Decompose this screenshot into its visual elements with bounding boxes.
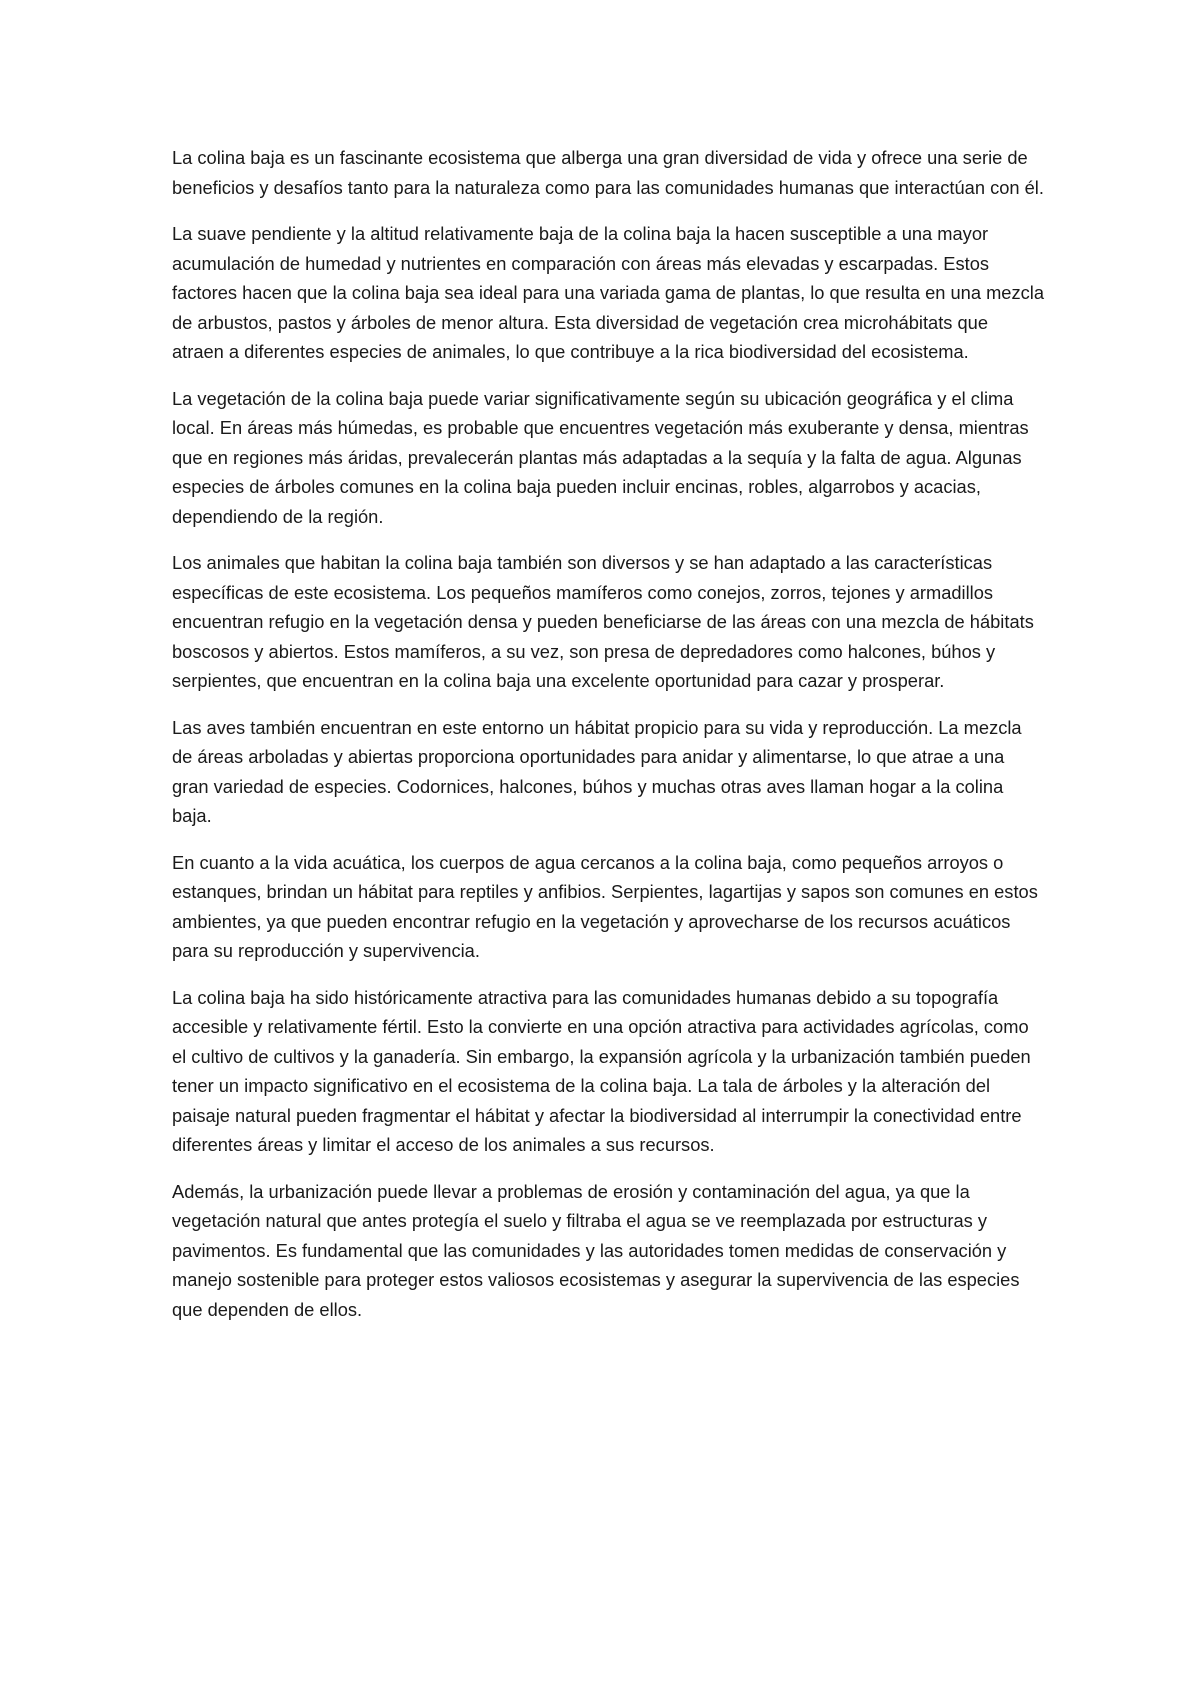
paragraph-4: Los animales que habitan la colina baja también son diversos y se han adaptado a las características específicas de este ecosistema. Los pequeños mamíferos como conejos, zorros, tejones y armadillos encuentran refugio en la vegetación densa y pueden beneficiarse de las áreas con una mezcla de hábitats boscosos y abiertos. Estos mamíferos, a su vez, son presa de depredadores como halcones, búhos y serpientes, que encuentran en la colina baja una excelente oportunidad para cazar y prosperar. [172, 552, 1034, 691]
document-body [172, 143, 1044, 1341]
paragraph-5: Las aves también encuentran en este entorno un hábitat propicio para su vida y reproducción. La mezcla de áreas arboladas y abiertas proporciona oportunidades para anidar y alimentarse, lo que atrae a una gran variedad de especies. Codornices, halcones, búhos y muchas otras aves llaman hogar a la colina baja. [172, 716, 1022, 826]
paragraph-6: En cuanto a la vida acuática, los cuerpos de agua cercanos a la colina baja, como pequeños arroyos o estanques, brindan un hábitat para reptiles y anfibios. Serpientes, lagartijas y sapos son comunes en estos ambientes, ya que pueden encontrar refugio en la vegetación y aprovecharse de los recursos acuáticos para su reproducción y supervivencia. [172, 851, 1038, 961]
paragraph-3: La vegetación de la colina baja puede variar significativamente según su ubicación geográfica y el clima local. En áreas más húmedas, es probable que encuentres vegetación más exuberante y densa, mientras que en regiones más áridas, prevalecerán plantas más adaptadas a la sequía y la falta de agua. Algunas especies de árboles comunes en la colina baja pueden incluir encinas, robles, algarrobos y acacias, dependiendo de la región. [172, 387, 1029, 527]
paragraph-8: Además, la urbanización puede llevar a problemas de erosión y contaminación del agua, ya que la vegetación natural que antes protegía el suelo y filtraba el agua se ve reemplazada por estructuras y pavimentos. Es fundamental que las comunidades y las autoridades tomen medidas de conservación y manejo sostenible para proteger estos valiosos ecosistemas y asegurar la supervivencia de las especies que dependen de ellos. [172, 1180, 1020, 1320]
paragraph-2: La suave pendiente y la altitud relativamente baja de la colina baja la hacen susceptible a una mayor acumulación de humedad y nutrientes en comparación con áreas más elevadas y escarpadas. Estos factores hacen que la colina baja sea ideal para una variada gama de plantas, lo que resulta en una mezcla de arbustos, pastos y árboles de menor altura. Esta diversidad de vegetación crea microhábitats que atraen a diferentes especies de animales, lo que contribuye a la rica biodiversidad del ecosistema. [172, 223, 1044, 362]
paragraph-7: La colina baja ha sido históricamente atractiva para las comunidades humanas debido a su topografía accesible y relativamente fértil. Esto la convierte en una opción atractiva para actividades agrícolas, como el cultivo de cultivos y la ganadería. Sin embargo, la expansión agrícola y la urbanización también pueden tener un impacto significativo en el ecosistema de la colina baja. La tala de árboles y la alteración del paisaje natural pueden fragmentar el hábitat y afectar la biodiversidad al interrumpir la conectividad entre diferentes áreas y limitar el acceso de los animales a sus recursos. [172, 986, 1031, 1155]
paragraph-1: La colina baja es un fascinante ecosistema que alberga una gran diversidad de vida y ofrece una serie de beneficios y desafíos tanto para la naturaleza como para las comunidades humanas que interactúan con él. [172, 147, 1044, 198]
